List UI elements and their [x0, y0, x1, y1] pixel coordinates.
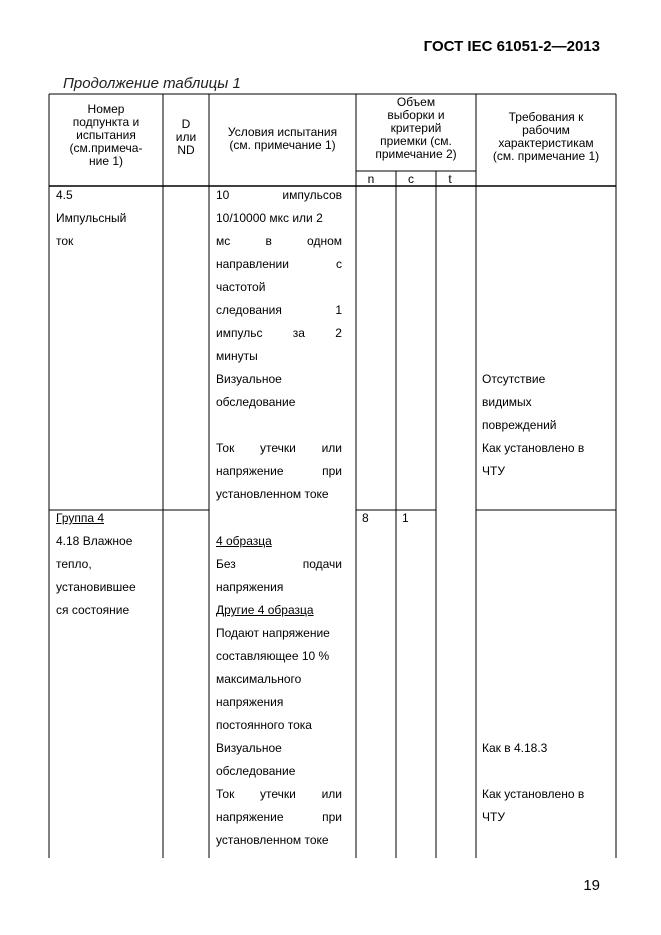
text-line [216, 322, 342, 345]
word: или [321, 787, 342, 801]
word: Без [216, 557, 236, 571]
text-line: Визуальное [216, 741, 282, 755]
word: утечки [260, 441, 296, 455]
word: с [336, 257, 342, 271]
header-col-conditions [209, 126, 356, 152]
text-line: Другие 4 образца [216, 603, 314, 617]
header-col-test-number [52, 103, 160, 168]
row1-test-name [56, 184, 126, 253]
text-line [216, 184, 342, 207]
text-line [216, 414, 342, 437]
word: следования [216, 303, 282, 317]
text-line: установленном токе [216, 487, 329, 501]
word: 1 [335, 303, 342, 317]
word: в [265, 234, 272, 248]
row2-sample-n: 8 [362, 511, 369, 525]
header-col-d-nd [163, 118, 209, 157]
row1-conditions [216, 184, 342, 506]
text-line [216, 806, 342, 829]
text-line [216, 253, 342, 276]
header-sub-t: t [448, 172, 452, 186]
word: утечки [260, 787, 296, 801]
header-line: или [175, 130, 197, 144]
text-line: 4.5 [56, 188, 73, 202]
word: 10 [216, 188, 230, 202]
document-code: ГОСТ IEC 61051-2—2013 [423, 38, 600, 55]
text-line: напряжения [216, 695, 284, 709]
header-line: ние 1) [88, 154, 123, 168]
header-line: испытания [76, 128, 136, 142]
word: 2 [335, 326, 342, 340]
word: при [322, 810, 342, 824]
text-line: ся состояние [56, 603, 130, 617]
text-line: Подают напряжение [216, 626, 330, 640]
text-line: Как установлено в [482, 787, 585, 801]
table-caption: Продолжение таблицы 1 [63, 75, 241, 92]
word: при [322, 464, 342, 478]
text-line: установившее [56, 580, 136, 594]
header-col-requirements [478, 111, 614, 163]
text-line: минуты [216, 349, 258, 363]
header-sub-c: c [408, 172, 414, 186]
header-line: Требования к [508, 110, 584, 124]
row2-sample-c: 1 [402, 511, 409, 525]
text-line [216, 460, 342, 483]
header-line: рабочим [522, 123, 570, 137]
word: подачи [302, 557, 342, 571]
word: напряжение [216, 810, 284, 824]
header-line: Номер [87, 102, 125, 116]
text-line: 4.18 Влажное [56, 534, 133, 548]
text-line: максимального [216, 672, 302, 686]
text-line [216, 230, 342, 253]
text-line: постоянного тока [216, 718, 312, 732]
word: напряжение [216, 464, 284, 478]
text-line: повреждений [482, 418, 557, 432]
word: одном [307, 234, 342, 248]
header-line: (см. примечание 1) [229, 138, 336, 152]
text-line: Как установлено в [482, 441, 585, 455]
word: мс [216, 234, 231, 248]
row1-requirements [482, 368, 584, 483]
header-line: D [181, 117, 191, 131]
text-line: ток [56, 234, 74, 248]
header-line: Объем [396, 95, 436, 109]
text-line: тепло, [56, 557, 92, 571]
header-line: подпункта и [72, 115, 140, 129]
row2-requirement-leakage [482, 783, 584, 829]
text-line: Отсутствие [482, 372, 546, 386]
header-line: характеристикам [498, 136, 594, 150]
word: или [321, 441, 342, 455]
text-line: составляющее 10 % [216, 649, 330, 663]
text-line: видимых [482, 395, 532, 409]
header-line: критерий [390, 121, 442, 135]
text-line: 10/10000 мкс или 2 [216, 211, 323, 225]
text-line: обследование [216, 764, 296, 778]
word: импульсов [282, 188, 342, 202]
text-line: ЧТУ [482, 810, 505, 824]
row2-requirement-visual: Как в 4.18.3 [482, 741, 548, 755]
header-line: (см. примечание 1) [492, 149, 600, 163]
text-line: обследование [216, 395, 296, 409]
header-line: ND [177, 143, 195, 157]
header-line: выборки и [387, 108, 445, 122]
row2-conditions [216, 530, 342, 852]
page-number: 19 [583, 877, 600, 894]
header-sub-n: n [367, 172, 375, 186]
group-label: Группа 4 [56, 511, 105, 525]
header-line: Условия испытания [227, 125, 338, 139]
word: за [292, 326, 305, 340]
text-line [216, 437, 342, 460]
text-line: установленном токе [216, 833, 329, 847]
text-line: 4 образца [216, 534, 272, 548]
header-line: (см.примеча- [69, 141, 143, 155]
row2-test-name [56, 507, 136, 622]
header-line: приемки (см. [380, 134, 452, 148]
text-line: Визуальное [216, 372, 282, 386]
text-line: частотой [216, 280, 266, 294]
header-col-sample [356, 96, 476, 161]
header-line: примечание 2) [375, 147, 457, 161]
word: импульс [216, 326, 263, 340]
text-line: ЧТУ [482, 464, 505, 478]
text-line [216, 783, 342, 806]
word: Ток [216, 441, 235, 455]
text-line: напряжения [216, 580, 284, 594]
word: направлении [216, 257, 289, 271]
word: Ток [216, 787, 235, 801]
text-line: Импульсный [56, 211, 127, 225]
text-line [216, 299, 342, 322]
text-line [216, 553, 342, 576]
